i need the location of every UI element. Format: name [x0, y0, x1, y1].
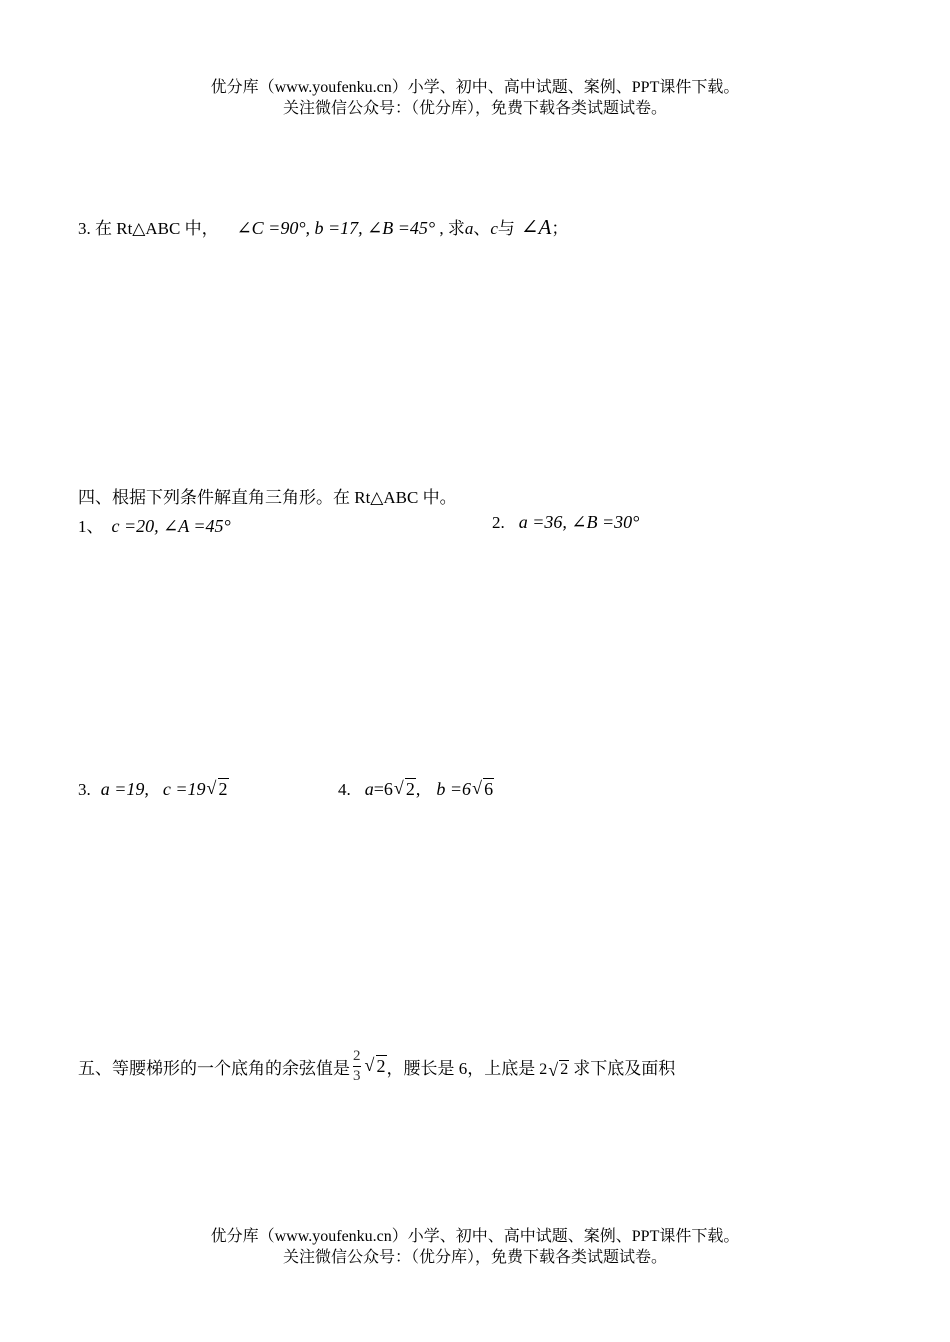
sqrt-symbol: √ 6: [472, 778, 494, 799]
footer-line-2: 关注微信公众号：（优分库），免费下载各类试题试卷。: [282, 1249, 667, 1266]
section-5-text-post: 求下底及面积: [573, 1059, 676, 1078]
question-3-ask: , 求: [435, 219, 465, 238]
conjunction-yu: 与: [497, 219, 515, 238]
variable-c: c: [490, 219, 498, 238]
question-3-condition: ∠C =90°, b =17, ∠B =45°: [236, 218, 436, 238]
problem-4-3-expression-a: a =19,: [100, 779, 149, 799]
sqrt-symbol: √ 2: [548, 1059, 569, 1080]
coefficient: 2: [539, 1060, 548, 1078]
problem-4-4-equals: =6: [373, 779, 393, 799]
separator: 、: [473, 219, 491, 238]
header-line-1: 优分库（www.youfenku.cn）小学、初中、高中试题、案例、PPT课件下载。: [210, 79, 740, 96]
problem-4-1-expression: c =20, ∠A =45°: [111, 516, 231, 536]
problem-4-3-number: 3.: [78, 780, 91, 799]
problem-4-1-number: 1、: [78, 517, 104, 536]
radicand: 2: [376, 1056, 386, 1076]
problem-4-2-expression: a =36, ∠B =30°: [518, 512, 640, 532]
sqrt-symbol: √ 2: [364, 1055, 386, 1076]
question-3-end: ；: [551, 219, 569, 238]
question-3-prefix: 3. 在 Rt△ABC 中，: [78, 219, 219, 238]
problem-4-1: [78, 512, 231, 537]
section-4-title: 四、根据下列条件解直角三角形。在 Rt△ABC 中。: [78, 488, 457, 507]
problem-4-4-number: 4.: [338, 780, 351, 799]
angle-a: ∠A: [520, 215, 552, 239]
problem-4-3: [78, 779, 229, 800]
section-5: [78, 1048, 675, 1085]
problem-4-2-number: 2.: [492, 513, 505, 532]
problem-4-4: [338, 779, 494, 800]
variable-a: a: [464, 219, 474, 238]
footer-line-1: 优分库（www.youfenku.cn）小学、初中、高中试题、案例、PPT课件下载。: [210, 1228, 740, 1245]
fraction: [353, 1048, 361, 1085]
fraction-numerator: 2: [353, 1048, 361, 1064]
radicand: 2: [560, 1060, 569, 1078]
radicand: 2: [218, 779, 228, 799]
radicand: 2: [405, 779, 415, 799]
question-3: [78, 214, 568, 240]
sqrt-symbol: √ 2: [206, 778, 228, 799]
problem-4-4-variable-a: a: [364, 779, 374, 799]
problem-4-4-expression-b: b =6: [436, 779, 472, 799]
fraction-denominator: 3: [353, 1068, 361, 1084]
section-5-text-mid: ，腰长是 6，上底是: [386, 1059, 536, 1078]
radicand: 6: [484, 779, 494, 799]
problem-4-4-comma: ,: [415, 779, 421, 799]
problem-4-3-expression-c: c =19: [162, 779, 206, 799]
section-5-text-pre: 五、等腰梯形的一个底角的余弦值是: [78, 1059, 350, 1078]
sqrt-symbol: √ 2: [393, 778, 415, 799]
problem-4-2: [492, 512, 639, 533]
header-line-2: 关注微信公众号：（优分库），免费下载各类试题试卷。: [282, 100, 667, 117]
